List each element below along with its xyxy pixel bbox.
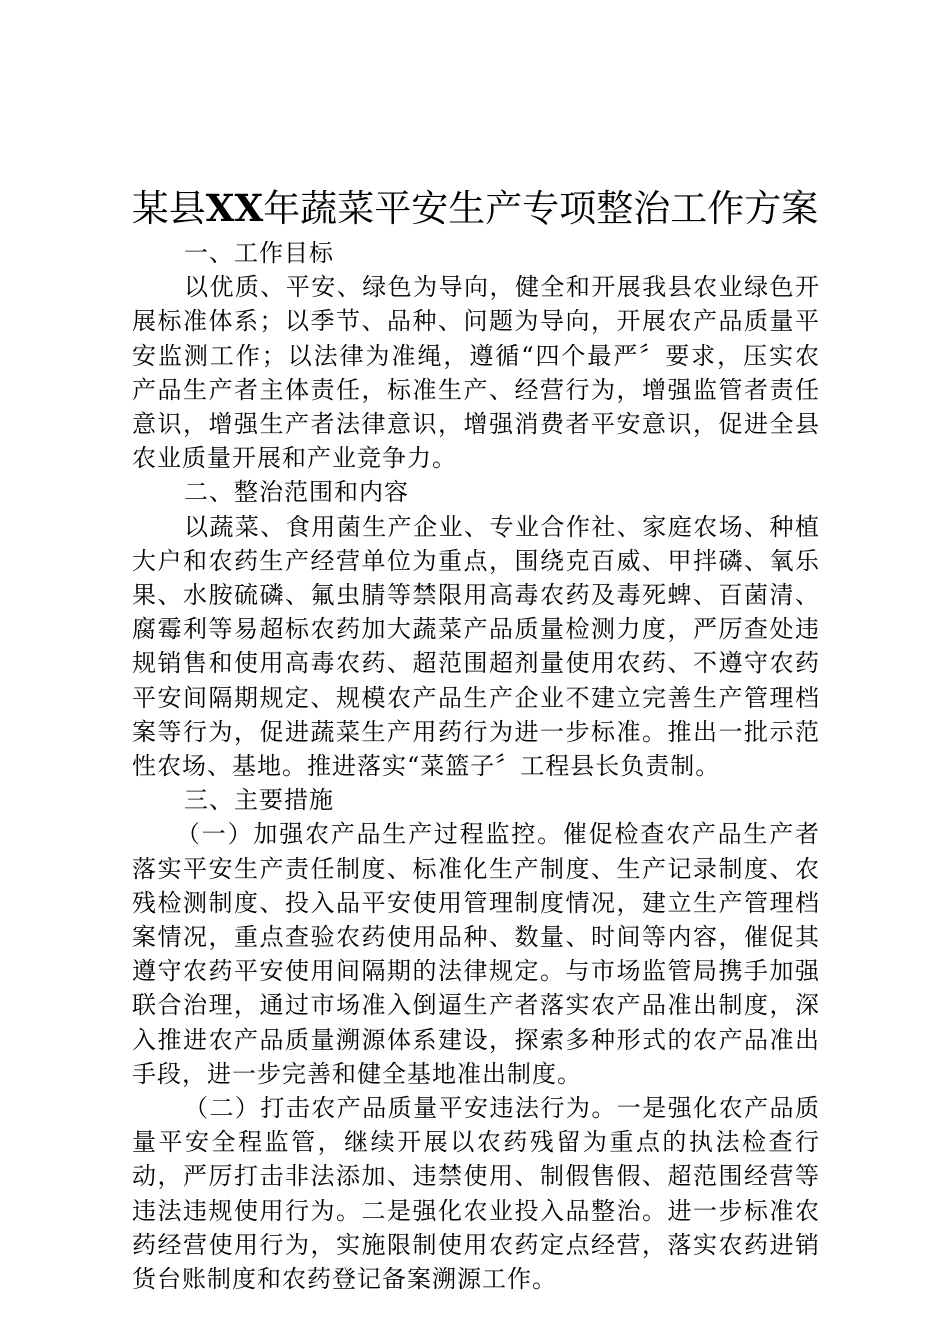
paragraph-goals: 以优质、平安、绿色为导向，健全和开展我县农业绿色开展标准体系；以季节、品种、问题为导向，开展农产品质量平安监测工作；以法律为准绳，遵循“四个最严〞要求，压实农产品生产者主体责任，标准生产、经营行为，增强监管者责任意识，增强生产者法律意识，增强消费者平安意识，促进全县农业质量开展和产业竞争力。 [132,273,820,473]
paragraph-measure-1: （一）加强农产品生产过程监控。催促检查农产品生产者落实平安生产责任制度、标准化生产制度、生产记录制度、农残检测制度、投入品平安使用管理制度情况，建立生产管理档案情况，重点查验农药使用品种、数量、时间等内容，催促其遵守农药平安使用间隔期的法律规定。与市场监管局携手加强联合治理，通过市场准入倒逼生产者落实农产品准出制度，深入推进农产品质量溯源体系建设，探索多种形式的农产品准出手段，进一步完善和健全基地准出制度。 [132,820,820,1088]
title-suffix: 年蔬菜平安生产专项整治工作方案 [263,187,819,230]
paragraph-scope: 以蔬菜、食用菌生产企业、专业合作社、家庭农场、种植大户和农药生产经营单位为重点，围绕克百威、甲拌磷、氧乐果、水胺硫磷、氟虫腈等禁限用高毒农药及毒死蜱、百菌清、腐霉利等易超标农药加大蔬菜产品质量检测力度，严厉查处违规销售和使用高毒农药、超范围超剂量使用农药、不遵守农药平安间隔期规定、规模农产品生产企业不建立完善生产管理档案等行为，促进蔬菜生产用药行为进一步标准。推出一批示范性农场、基地。推进落实“菜篮子〞工程县长负责制。 [132,512,820,781]
paragraph-measure-2: （二）打击农产品质量平安违法行为。一是强化农产品质量平安全程监管，继续开展以农药残留为重点的执法检查行动，严厉打击非法添加、违禁使用、制假售假、超范围经营等违法违规使用行为。二是强化农业投入品整治。进一步标准农药经营使用行为，实施限制使用农药定点经营，落实农药进销货台账制度和农药登记备案溯源工作。 [132,1094,820,1294]
title-year-placeholder: XX [205,186,264,230]
section-heading-scope: 二、整治范围和内容 [184,478,409,507]
section-heading-goals: 一、工作目标 [184,239,334,267]
document-body [132,236,820,1296]
section-heading-measures: 三、主要措施 [184,786,334,815]
title-prefix: 某县 [131,187,206,230]
document-title [130,180,820,237]
